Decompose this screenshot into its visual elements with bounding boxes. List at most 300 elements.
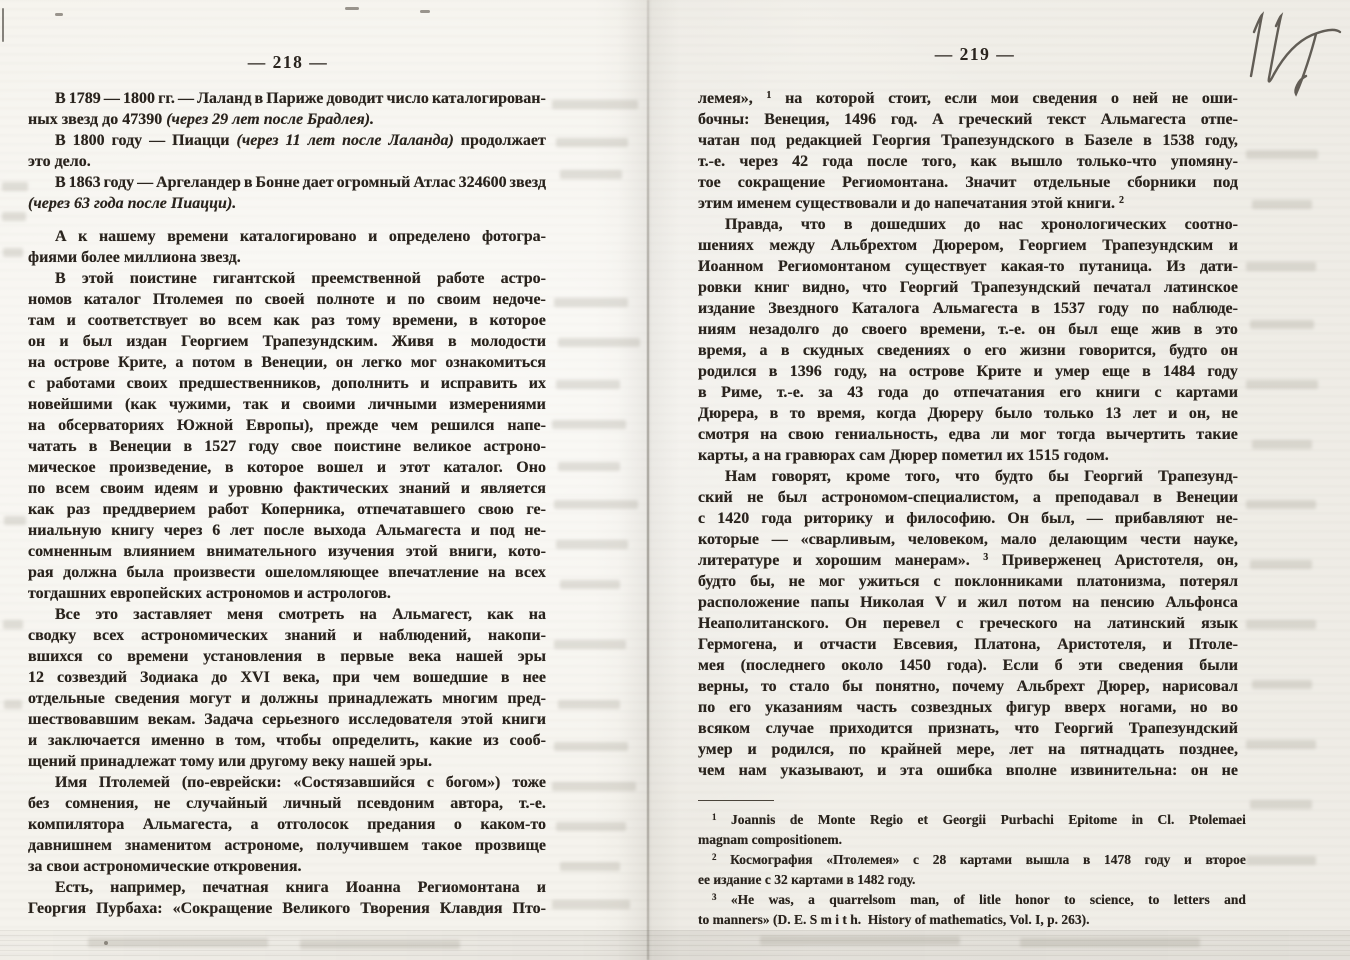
text-segment: ге- bbox=[526, 501, 546, 518]
text-segment: своим bbox=[436, 291, 481, 308]
text-segment: в bbox=[1143, 132, 1152, 149]
text-segment: 12 bbox=[28, 669, 44, 686]
text-segment: Он bbox=[1007, 510, 1030, 527]
text-segment: мои bbox=[990, 90, 1019, 107]
text-line bbox=[698, 214, 1238, 235]
text-segment: второе bbox=[1205, 852, 1246, 867]
text-segment: почему bbox=[952, 678, 1004, 695]
text-segment: вышло bbox=[1010, 153, 1063, 170]
text-segment: Пурбаха: bbox=[96, 900, 163, 917]
text-segment: принадлежать bbox=[328, 690, 433, 707]
text-segment: произвести bbox=[173, 564, 256, 581]
text-segment: что bbox=[1014, 720, 1040, 737]
text-segment: а bbox=[175, 354, 184, 371]
text-segment: времени, bbox=[920, 321, 986, 338]
text-segment: скудных bbox=[802, 342, 864, 359]
text-line bbox=[28, 814, 546, 835]
text-segment: Евсевия, bbox=[893, 636, 958, 653]
text-segment: которое bbox=[247, 459, 304, 476]
text-segment: еще bbox=[1110, 321, 1139, 338]
text-segment: под bbox=[489, 522, 515, 539]
text-segment: с bbox=[933, 573, 941, 590]
text-segment: Альмагеста bbox=[932, 300, 1018, 317]
text-segment: поклонниками bbox=[954, 573, 1063, 590]
text-segment: a bbox=[808, 892, 815, 907]
text-segment: 324600 bbox=[458, 174, 507, 191]
scan-edge-mark bbox=[2, 8, 4, 42]
text-line bbox=[28, 604, 546, 625]
text-segment: по bbox=[28, 480, 46, 497]
text-segment: в bbox=[183, 438, 193, 455]
text-segment: в bbox=[769, 405, 779, 422]
text-line bbox=[698, 830, 1246, 850]
text-segment: Georgii bbox=[942, 812, 987, 827]
text-segment: внимательного bbox=[206, 543, 317, 560]
text-segment: на bbox=[1073, 615, 1092, 632]
text-segment: Joannis bbox=[731, 812, 776, 827]
text-segment: и bbox=[536, 879, 546, 896]
text-segment: ошеломляющее bbox=[264, 564, 379, 581]
text-segment: всяком bbox=[698, 720, 751, 737]
text-segment: Regio bbox=[869, 812, 903, 827]
bleed-through-artifact bbox=[88, 938, 268, 947]
text-segment: Альмагеста bbox=[1100, 111, 1186, 128]
text-segment: это дело. bbox=[28, 153, 91, 170]
text-segment: Дюрера, bbox=[698, 405, 759, 422]
text-segment: ский bbox=[698, 489, 733, 506]
text-segment: заключается bbox=[48, 732, 141, 749]
text-segment: 1538 bbox=[1162, 132, 1195, 149]
text-segment: ниям bbox=[698, 321, 736, 338]
text-line bbox=[698, 235, 1238, 256]
text-segment: доводит bbox=[326, 90, 384, 107]
text-segment: Трапезундским bbox=[1102, 237, 1214, 254]
text-segment: в bbox=[244, 354, 253, 371]
text-line bbox=[698, 810, 1246, 830]
text-segment: на bbox=[760, 426, 778, 443]
text-segment: латинское bbox=[1163, 279, 1238, 296]
text-segment: и bbox=[353, 627, 363, 644]
text-segment: был bbox=[82, 333, 113, 350]
bleed-through-artifact bbox=[556, 540, 628, 549]
text-segment: манерам». bbox=[894, 552, 970, 569]
text-segment: Лаланд bbox=[197, 90, 252, 107]
text-segment: при bbox=[332, 669, 360, 686]
text-segment: сводку bbox=[28, 627, 77, 644]
text-segment: каталогирован- bbox=[431, 90, 546, 107]
text-segment: которые bbox=[698, 531, 759, 548]
bleed-through-artifact bbox=[1250, 800, 1312, 809]
text-segment: В bbox=[55, 174, 66, 191]
text-segment: карты, а на гравюрах сам Дюрер пометил их 1515 годом. bbox=[698, 447, 1109, 464]
bleed-through-artifact bbox=[554, 500, 638, 509]
text-segment: времени, bbox=[392, 312, 458, 329]
text-segment: — bbox=[149, 132, 166, 149]
text-segment: была bbox=[126, 564, 164, 581]
text-segment: оши- bbox=[1201, 90, 1238, 107]
text-segment: Трапезундским. bbox=[262, 333, 378, 350]
text-segment: в bbox=[768, 363, 778, 380]
text-line bbox=[28, 562, 546, 583]
bleed-through-artifact bbox=[556, 380, 620, 389]
footnote-separator bbox=[698, 800, 774, 801]
text-segment: вошел bbox=[317, 459, 364, 476]
text-segment: Ptolemaei bbox=[1188, 812, 1246, 827]
text-segment: не bbox=[1171, 90, 1189, 107]
text-segment: года bbox=[822, 153, 853, 170]
text-segment: Трапезунд- bbox=[1158, 468, 1238, 485]
text-segment: letters bbox=[1173, 892, 1210, 907]
text-line bbox=[698, 172, 1238, 193]
text-segment: т.-е. bbox=[998, 321, 1026, 338]
text-segment: человеком, bbox=[907, 531, 988, 548]
text-segment: число bbox=[386, 90, 429, 107]
text-segment: сведениях bbox=[877, 342, 950, 359]
text-segment: на bbox=[528, 606, 546, 623]
text-segment: книги bbox=[1095, 384, 1140, 401]
text-segment: острове bbox=[53, 354, 110, 371]
text-segment: 13 bbox=[1105, 405, 1122, 422]
text-segment: 1863 bbox=[68, 174, 101, 191]
text-segment: он, bbox=[1188, 405, 1211, 422]
page-number-left: — 218 — bbox=[247, 52, 329, 72]
text-line bbox=[28, 898, 546, 919]
text-segment: того, bbox=[921, 153, 957, 170]
text-segment: о bbox=[1110, 90, 1119, 107]
text-segment: своим bbox=[100, 480, 144, 497]
text-segment: картами bbox=[959, 852, 1013, 867]
scan-speck bbox=[104, 941, 108, 945]
text-segment: Пто- bbox=[512, 900, 546, 917]
text-segment: печатная bbox=[202, 879, 269, 896]
text-segment: в bbox=[224, 459, 234, 476]
text-segment: и bbox=[386, 291, 396, 308]
text-line bbox=[28, 877, 546, 898]
text-segment: и bbox=[208, 480, 218, 497]
text-segment: ли bbox=[991, 426, 1010, 443]
footnote-marker: 1 bbox=[712, 812, 717, 822]
text-segment: и bbox=[884, 510, 895, 527]
text-segment: Альмагеста, bbox=[142, 816, 233, 833]
text-segment: на bbox=[879, 363, 897, 380]
text-segment: с bbox=[28, 375, 36, 392]
text-segment: эры bbox=[517, 648, 546, 665]
text-segment: преемственной bbox=[311, 270, 421, 287]
text-segment: греческого bbox=[979, 615, 1058, 632]
text-segment: новейшими bbox=[28, 396, 113, 413]
text-segment: многим bbox=[442, 690, 498, 707]
text-segment: и bbox=[470, 522, 480, 539]
text-segment: Венеции bbox=[1176, 489, 1238, 506]
text-segment: Риме, bbox=[721, 384, 763, 401]
text-segment: году, bbox=[834, 363, 867, 380]
text-segment: — bbox=[1086, 510, 1103, 527]
text-segment: изучения bbox=[327, 543, 395, 560]
text-segment: по bbox=[848, 741, 867, 758]
text-segment: не bbox=[1221, 762, 1238, 779]
text-segment: Если bbox=[1002, 657, 1039, 674]
text-segment: Все bbox=[55, 606, 81, 623]
text-segment: лет bbox=[1132, 405, 1157, 422]
bleed-through-artifact bbox=[558, 700, 620, 709]
text-segment: автора, bbox=[450, 795, 504, 812]
text-segment: году bbox=[103, 174, 135, 191]
text-segment: том, bbox=[235, 732, 266, 749]
text-segment: Крите bbox=[976, 363, 1022, 380]
text-segment: сведения bbox=[114, 690, 180, 707]
text-segment: чужими, bbox=[168, 396, 231, 413]
text-line bbox=[28, 541, 546, 562]
text-segment: из bbox=[482, 732, 499, 749]
text-segment: чатан bbox=[698, 132, 740, 149]
text-segment: обсерваториях bbox=[58, 417, 165, 434]
text-segment: Альмагест, bbox=[392, 606, 472, 623]
text-segment: этой bbox=[461, 711, 493, 728]
text-segment: преподавал bbox=[1055, 489, 1139, 506]
text-segment: to manners» (D. E. S m i t h. History of mathematics, Vol. I, p. 263). bbox=[698, 912, 1090, 927]
text-segment: на bbox=[359, 606, 377, 623]
text-segment: Птолемея bbox=[152, 291, 224, 308]
text-segment: ниальную bbox=[28, 522, 102, 539]
text-segment: он bbox=[1190, 762, 1209, 779]
text-segment: полноте bbox=[316, 291, 375, 308]
text-segment: Бонне bbox=[255, 174, 300, 191]
text-line bbox=[28, 646, 546, 667]
footnote-marker: 2 bbox=[1119, 195, 1125, 206]
text-segment: время, bbox=[816, 405, 866, 422]
text-segment: после bbox=[342, 132, 382, 149]
text-line bbox=[28, 667, 546, 688]
text-line bbox=[28, 457, 546, 478]
text-segment: мало bbox=[1000, 531, 1037, 548]
text-segment: ужиться bbox=[858, 573, 920, 590]
text-segment: пятнадцать bbox=[1080, 741, 1165, 758]
text-segment: этой bbox=[81, 270, 114, 287]
text-line bbox=[698, 403, 1238, 424]
text-segment: Георгий bbox=[1084, 468, 1143, 485]
text-segment: книг bbox=[754, 279, 790, 296]
text-segment: (через bbox=[236, 132, 279, 149]
text-segment: и bbox=[376, 459, 387, 476]
text-segment: Оно bbox=[516, 459, 546, 476]
text-segment: до bbox=[832, 321, 849, 338]
text-line bbox=[28, 331, 546, 352]
handwritten-page-number bbox=[1232, 2, 1344, 102]
text-segment: по bbox=[235, 291, 253, 308]
text-segment: должны bbox=[260, 690, 319, 707]
text-segment: стоит, bbox=[888, 90, 931, 107]
text-segment: жил bbox=[977, 594, 1008, 611]
text-segment: Зодиака bbox=[140, 669, 199, 686]
text-segment: фигур bbox=[1006, 699, 1051, 716]
text-segment: ней bbox=[1132, 90, 1159, 107]
text-segment: давнишнем bbox=[28, 837, 112, 854]
text-segment: картами bbox=[1176, 384, 1238, 401]
text-segment: риторику bbox=[803, 510, 873, 527]
text-segment: дошедших bbox=[870, 216, 947, 233]
text-line bbox=[698, 890, 1246, 910]
text-segment: века bbox=[408, 648, 442, 665]
text-segment: указаниям bbox=[765, 699, 843, 716]
text-segment: астроно- bbox=[483, 438, 546, 455]
text-segment: 42 bbox=[792, 153, 809, 170]
text-segment: как bbox=[487, 606, 514, 623]
text-segment: до bbox=[922, 384, 939, 401]
text-segment: накопи- bbox=[487, 627, 546, 644]
text-segment: 11 bbox=[285, 132, 301, 149]
text-segment: чем bbox=[391, 417, 419, 434]
text-segment: является bbox=[480, 480, 546, 497]
text-segment: решился bbox=[430, 417, 495, 434]
text-segment: под bbox=[750, 132, 776, 149]
text-segment: 1800 bbox=[72, 132, 105, 149]
bleed-through-artifact bbox=[556, 138, 628, 147]
text-segment: своих bbox=[126, 375, 168, 392]
text-line bbox=[28, 88, 546, 109]
scan-speck bbox=[420, 10, 430, 13]
text-segment: печатал bbox=[1093, 279, 1152, 296]
text-segment: каталогировано bbox=[239, 228, 357, 245]
text-line bbox=[28, 394, 546, 415]
text-segment: шествовавшим bbox=[28, 711, 139, 728]
text-segment: раз bbox=[311, 312, 335, 329]
bleed-through-artifact bbox=[1246, 740, 1316, 749]
bleed-through-artifact bbox=[560, 862, 620, 871]
footnote-marker: 1 bbox=[766, 90, 772, 101]
text-segment: сооб- bbox=[509, 732, 546, 749]
text-segment: каталог bbox=[83, 291, 141, 308]
text-segment: в bbox=[698, 384, 707, 401]
text-segment: а bbox=[250, 816, 259, 833]
bleed-through-artifact bbox=[560, 170, 622, 179]
text-segment: приходится bbox=[829, 720, 913, 737]
text-segment: если bbox=[944, 90, 978, 107]
text-segment: Южной bbox=[176, 417, 234, 434]
text-segment: и bbox=[1168, 405, 1178, 422]
text-segment: как bbox=[28, 501, 55, 518]
text-segment: будто bbox=[994, 468, 1034, 485]
text-segment: к bbox=[78, 228, 88, 245]
text-segment: жив bbox=[1151, 321, 1181, 338]
text-segment: сомненным bbox=[28, 543, 112, 560]
bleed-through-artifact bbox=[3, 620, 23, 629]
text-segment: позднее, bbox=[1179, 741, 1238, 758]
text-line bbox=[698, 571, 1238, 592]
bleed-through-artifact bbox=[300, 940, 460, 949]
text-segment: чтобы bbox=[276, 732, 322, 749]
text-segment: своей bbox=[264, 291, 305, 308]
text-segment: издание bbox=[698, 300, 755, 317]
text-line bbox=[28, 793, 546, 814]
text-segment: умер bbox=[698, 741, 733, 758]
text-line bbox=[698, 277, 1238, 298]
text-segment: Творения bbox=[360, 900, 430, 917]
text-segment: honor bbox=[1015, 892, 1050, 907]
text-segment: со bbox=[97, 648, 113, 665]
text-segment: чатать bbox=[28, 438, 77, 455]
text-segment: серьезного bbox=[262, 711, 340, 728]
text-segment: Иоанна bbox=[345, 879, 401, 896]
text-segment: Крите, bbox=[118, 354, 167, 371]
text-segment: платонизма, bbox=[1076, 573, 1166, 590]
text-segment: и bbox=[280, 396, 291, 413]
text-segment: в bbox=[1142, 363, 1151, 380]
text-segment: de bbox=[789, 812, 804, 827]
text-segment: свою bbox=[478, 501, 514, 518]
text-segment: потом bbox=[192, 354, 236, 371]
text-segment: исправить bbox=[440, 375, 518, 392]
text-segment: так bbox=[243, 396, 269, 413]
text-segment: 1396 bbox=[789, 363, 822, 380]
text-segment: дает bbox=[302, 174, 334, 191]
text-segment: ошибка bbox=[936, 762, 993, 779]
text-segment: а bbox=[1032, 489, 1041, 506]
text-segment: книга bbox=[285, 879, 329, 896]
text-segment: Венеции bbox=[109, 438, 172, 455]
text-segment: и bbox=[66, 312, 76, 329]
text-segment: легко bbox=[361, 354, 403, 371]
text-segment: Purbachi bbox=[1000, 812, 1054, 827]
text-segment: этот bbox=[399, 459, 430, 476]
text-segment: получившем bbox=[316, 837, 409, 854]
text-line bbox=[28, 310, 546, 331]
text-line bbox=[698, 508, 1238, 529]
text-segment: прибавляют bbox=[1114, 510, 1205, 527]
text-segment: он bbox=[1038, 321, 1056, 338]
text-segment: Альбрехтом bbox=[830, 237, 918, 254]
text-line bbox=[28, 226, 546, 247]
text-segment: Клавдия bbox=[439, 900, 503, 917]
text-segment: 1527 bbox=[204, 438, 237, 455]
text-segment: этим именем существовали и до напечатания этой книги. bbox=[698, 195, 1120, 212]
text-segment: времени bbox=[127, 648, 189, 665]
text-segment: в bbox=[254, 90, 264, 107]
text-segment: бы bbox=[1048, 468, 1069, 485]
text-line bbox=[28, 730, 546, 751]
bleed-through-artifact bbox=[1246, 150, 1318, 159]
text-segment: родился bbox=[698, 363, 757, 380]
text-segment: Лаланда) bbox=[388, 132, 454, 149]
text-segment: личный bbox=[283, 795, 342, 812]
text-segment: сведения bbox=[1032, 90, 1098, 107]
text-segment: работ bbox=[208, 501, 249, 518]
text-segment: гениальность, bbox=[834, 426, 938, 443]
text-segment: прозвище bbox=[474, 837, 546, 854]
text-segment: издан bbox=[126, 333, 167, 350]
text-segment: каталог. bbox=[443, 459, 503, 476]
text-segment: тоже bbox=[512, 774, 546, 791]
text-line bbox=[698, 739, 1238, 760]
text-segment: хорошим bbox=[815, 552, 882, 569]
text-line bbox=[698, 361, 1238, 382]
text-line bbox=[698, 382, 1238, 403]
text-segment: были bbox=[1199, 657, 1238, 674]
text-segment: science, bbox=[1089, 892, 1134, 907]
right-page-text bbox=[698, 88, 1238, 788]
text-segment: случайный bbox=[186, 795, 268, 812]
text-segment: Платона, bbox=[974, 636, 1041, 653]
text-segment: Из bbox=[1166, 258, 1186, 275]
text-segment: его bbox=[1059, 384, 1082, 401]
text-segment: of bbox=[953, 892, 965, 907]
text-line bbox=[28, 289, 546, 310]
text-segment: чем bbox=[372, 669, 400, 686]
text-segment: вычертить bbox=[1106, 426, 1186, 443]
text-segment: ных звезд до 47390 bbox=[28, 111, 167, 128]
text-segment: а bbox=[759, 342, 768, 359]
text-line bbox=[698, 193, 1238, 214]
text-segment: и bbox=[1184, 852, 1192, 867]
